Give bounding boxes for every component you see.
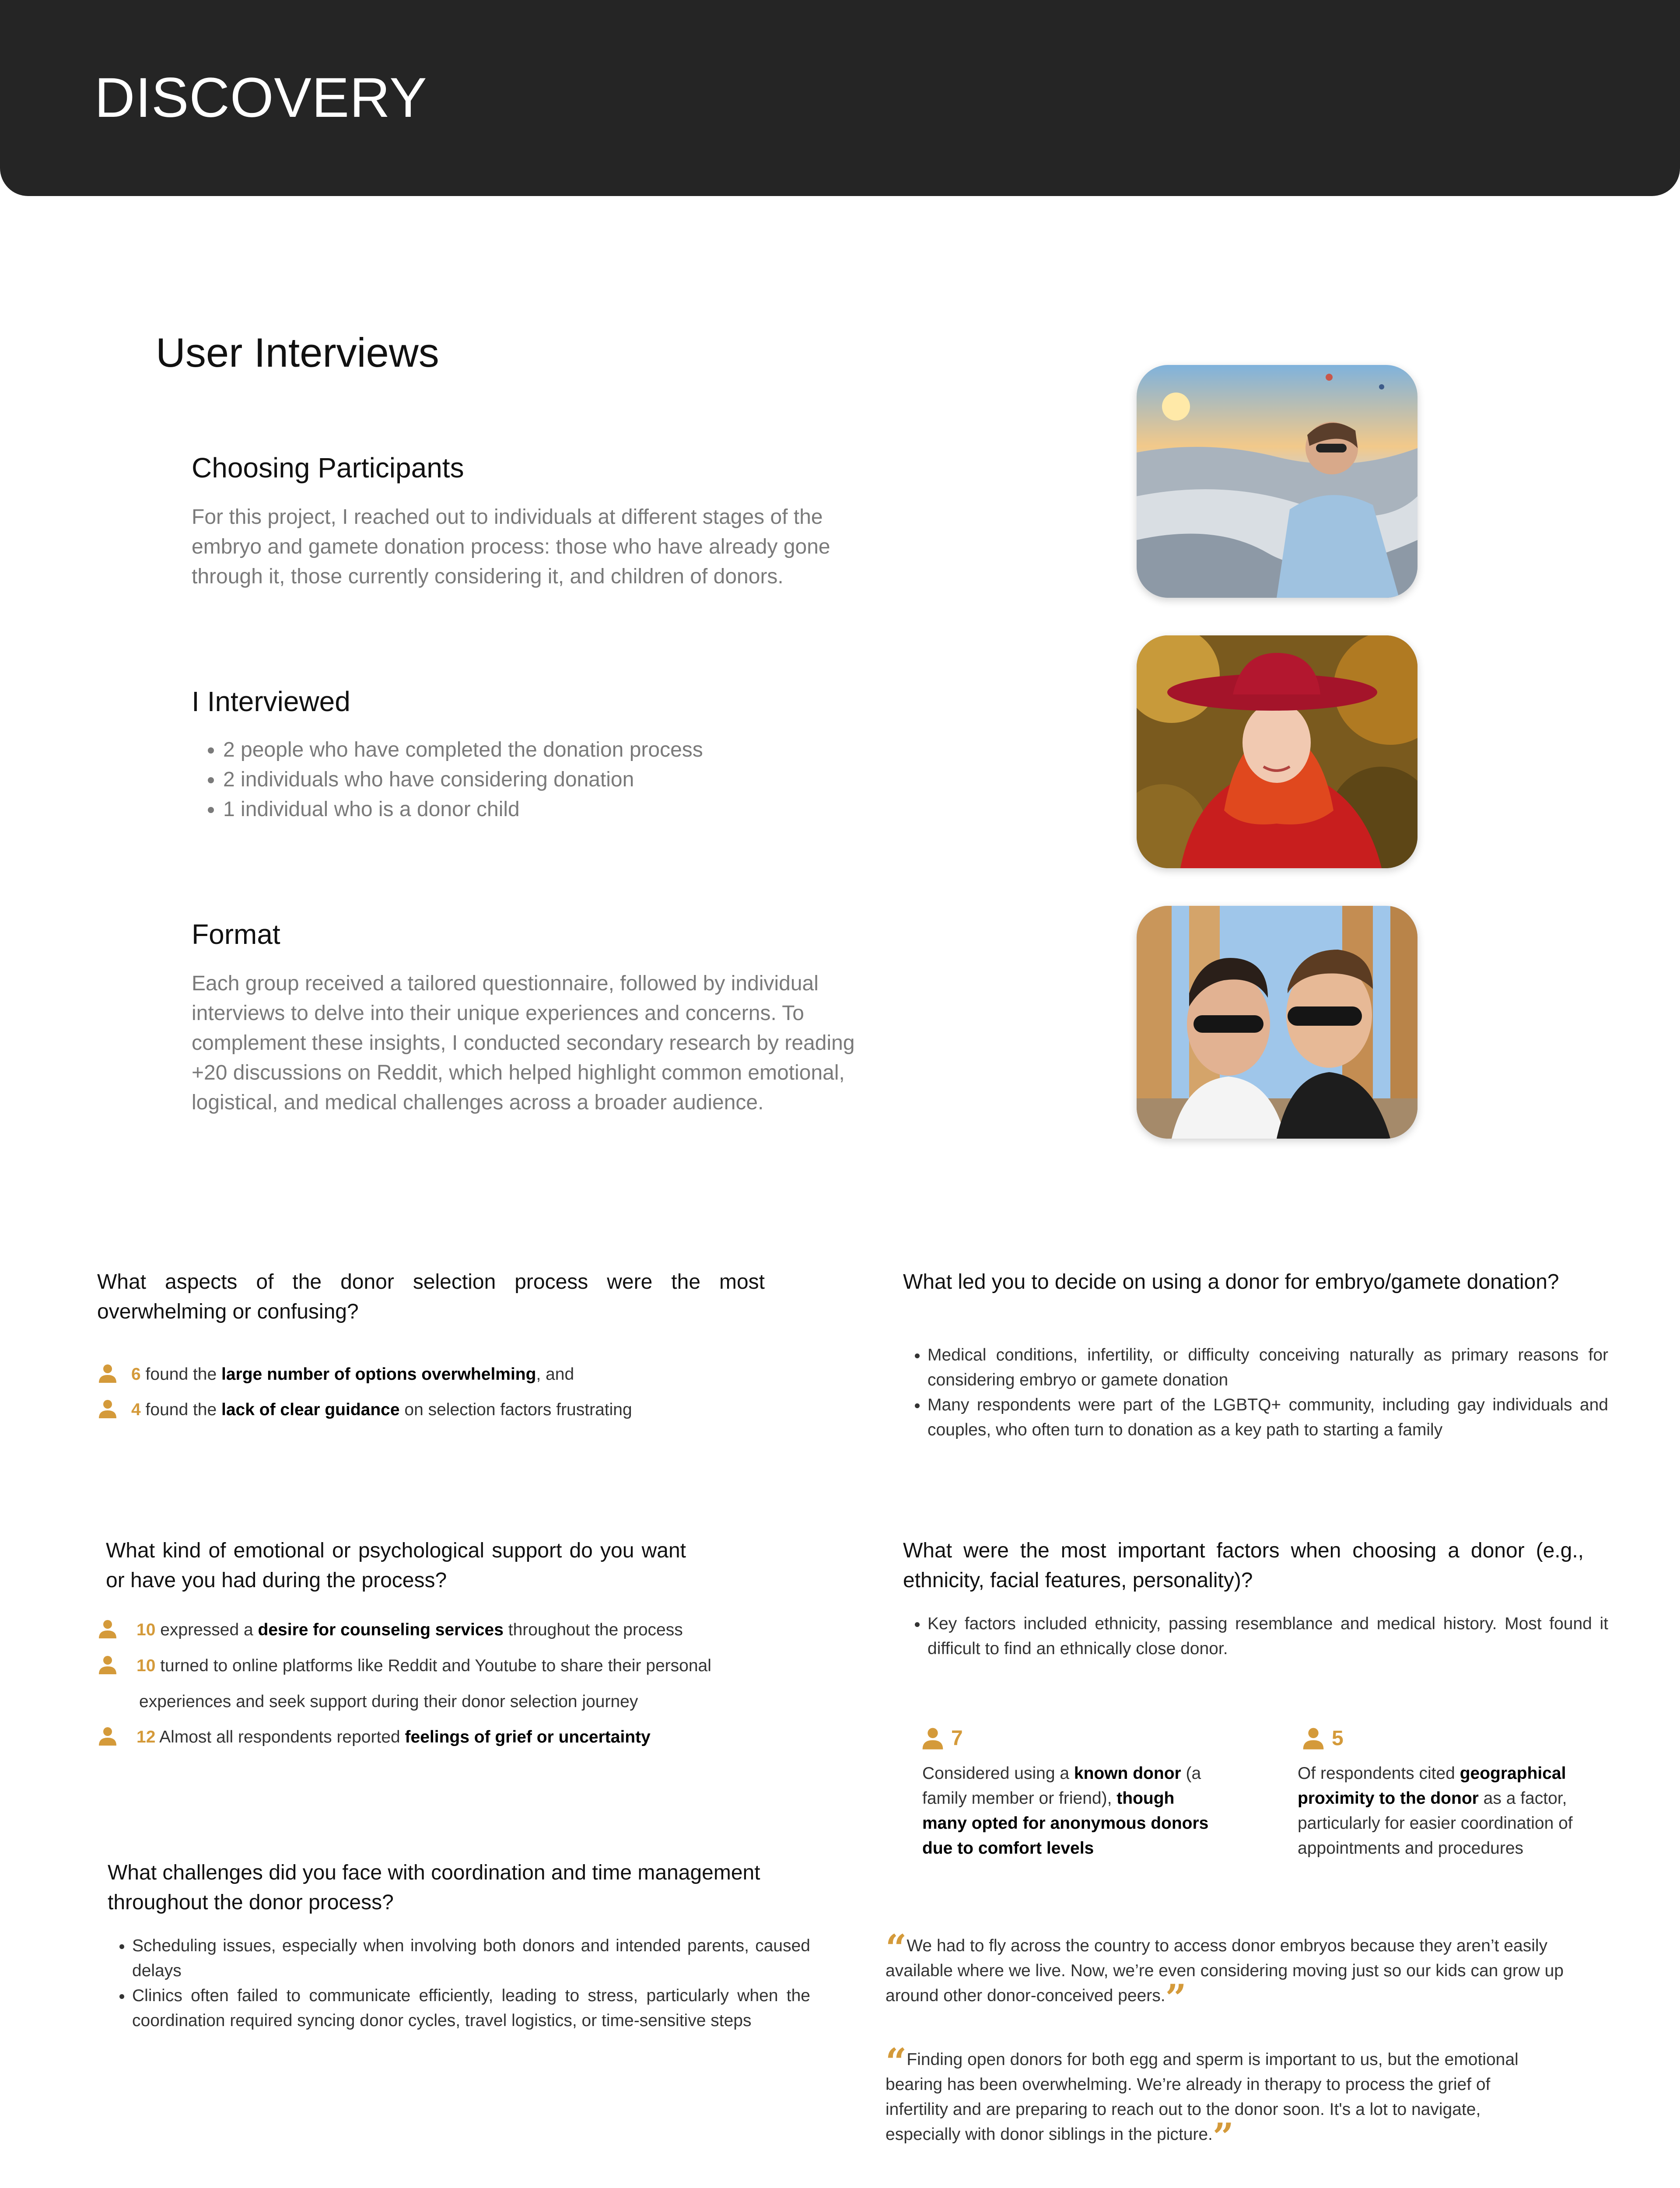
stat-number: 5 [1332, 1727, 1344, 1750]
quote-mark-icon: “ [886, 2040, 907, 2083]
page-title: DISCOVERY [94, 67, 427, 129]
stat-row: 10 turned to online platforms like Reddit and Youtube to share their personal [97, 1653, 711, 1678]
stat-row: 4 found the lack of clear guidance on selection factors frustrating [97, 1397, 632, 1422]
list-item: • 2 individuals who have considering donation [223, 765, 879, 795]
stat-number: 7 [951, 1727, 963, 1750]
person-icon [97, 1363, 118, 1384]
person-icon [97, 1398, 118, 1419]
quote-mark-icon: “ [886, 1926, 907, 1970]
quote-block: “We had to fly across the country to access donor embryos because they aren’t easily available where we live. Now, we’re even considering moving just so our kids can grow up around other donor-conceived peers.” [886, 1926, 1564, 2020]
participants-heading: Choosing Participants [192, 452, 464, 484]
list-item: • Key factors included ethnicity, passing resemblance and medical history. Most found it difficult to find an ethnically close donor. [928, 1611, 1608, 1661]
quote-mark-icon: ” [1165, 1976, 1186, 2020]
stat-proximity-header [1301, 1726, 1344, 1750]
quote-mark-icon: ” [1212, 2115, 1234, 2158]
format-heading: Format [192, 919, 280, 950]
list-item: • Many respondents were part of the LGBTQ+ community, including gay individuals and couples, who often turn to donation as a key path to starting a family [928, 1392, 1608, 1442]
question-emotional-support: What kind of emotional or psychological support do you want or have you had during the process? [106, 1539, 686, 1592]
list-item: • Medical conditions, infertility, or difficulty conceiving naturally as primary reasons for considering embryo or gamete donation [928, 1343, 1608, 1392]
question-why-donor: What led you to decide on using a donor for embryo/gamete donation? [903, 1270, 1559, 1294]
participant-photo-2 [1137, 635, 1418, 868]
list-item: • 1 individual who is a donor child [223, 795, 879, 824]
stat-known-donor-header [920, 1726, 963, 1750]
question-important-factors: What were the most important factors when choosing a donor (e.g., ethnicity, facial features, personality)? [903, 1539, 1584, 1592]
format-body: Each group received a tailored questionnaire, followed by individual interviews to delve into their unique experiences and concerns. To complement these insights, I conducted secondary research by reading +20 discussions on Reddit, which helped highlight common emotional, logistical, and medical challenges across a broader audience. [192, 972, 855, 1114]
stat-proximity-text: Of respondents cited geographical proximity to the donor as a factor, particularly for easier coordination of appointments and procedures [1298, 1764, 1573, 1858]
quote-block: “Finding open donors for both egg and sperm is important to us, but the emotional bearing has been overwhelming. We’re already in therapy to process the grief of infertility and are preparing to reach out to the donor soon. It's a lot to navigate, especially with donor siblings in the picture.” [886, 2040, 1519, 2158]
why-donor-list [903, 1343, 1608, 1442]
stat-row-continuation: experiences and seek support during their donor selection journey [139, 1692, 638, 1711]
interviewed-list [192, 735, 879, 824]
question-donor-selection: What aspects of the donor selection process were the most overwhelming or confusing? [97, 1270, 765, 1323]
question-coordination: What challenges did you face with coordination and time management throughout the donor process? [108, 1861, 760, 1914]
person-icon [97, 1654, 118, 1675]
person-icon [920, 1726, 945, 1750]
interviewed-heading: I Interviewed [192, 686, 350, 717]
participant-photo-1 [1137, 365, 1418, 598]
factors-list [903, 1611, 1608, 1661]
person-icon [97, 1618, 118, 1639]
list-item: • 2 people who have completed the donation process [223, 735, 879, 765]
coordination-list [108, 1933, 810, 2033]
person-icon [97, 1725, 118, 1746]
person-icon [1301, 1726, 1326, 1750]
list-item: • Clinics often failed to communicate efficiently, leading to stress, particularly when the coordination required syncing donor cycles, travel logistics, or time-sensitive steps [132, 1983, 810, 2033]
list-item: • Scheduling issues, especially when involving both donors and intended parents, caused delays [132, 1933, 810, 1983]
stat-row: 12 Almost all respondents reported feelings of grief or uncertainty [97, 1725, 651, 1750]
participant-photo-3 [1137, 906, 1418, 1139]
participants-body: For this project, I reached out to individuals at different stages of the embryo and gamete donation process: those who have already gone through it, those currently considering it, and children of donors. [192, 505, 830, 588]
stat-row: 6 found the large number of options overwhelming, and [97, 1362, 574, 1387]
stat-row: 10 expressed a desire for counseling services throughout the process [97, 1617, 683, 1642]
section-title: User Interviews [156, 330, 439, 375]
stat-known-donor-text: Considered using a known donor (a family member or friend), though many opted for anonymous donors due to comfort levels [922, 1764, 1209, 1858]
